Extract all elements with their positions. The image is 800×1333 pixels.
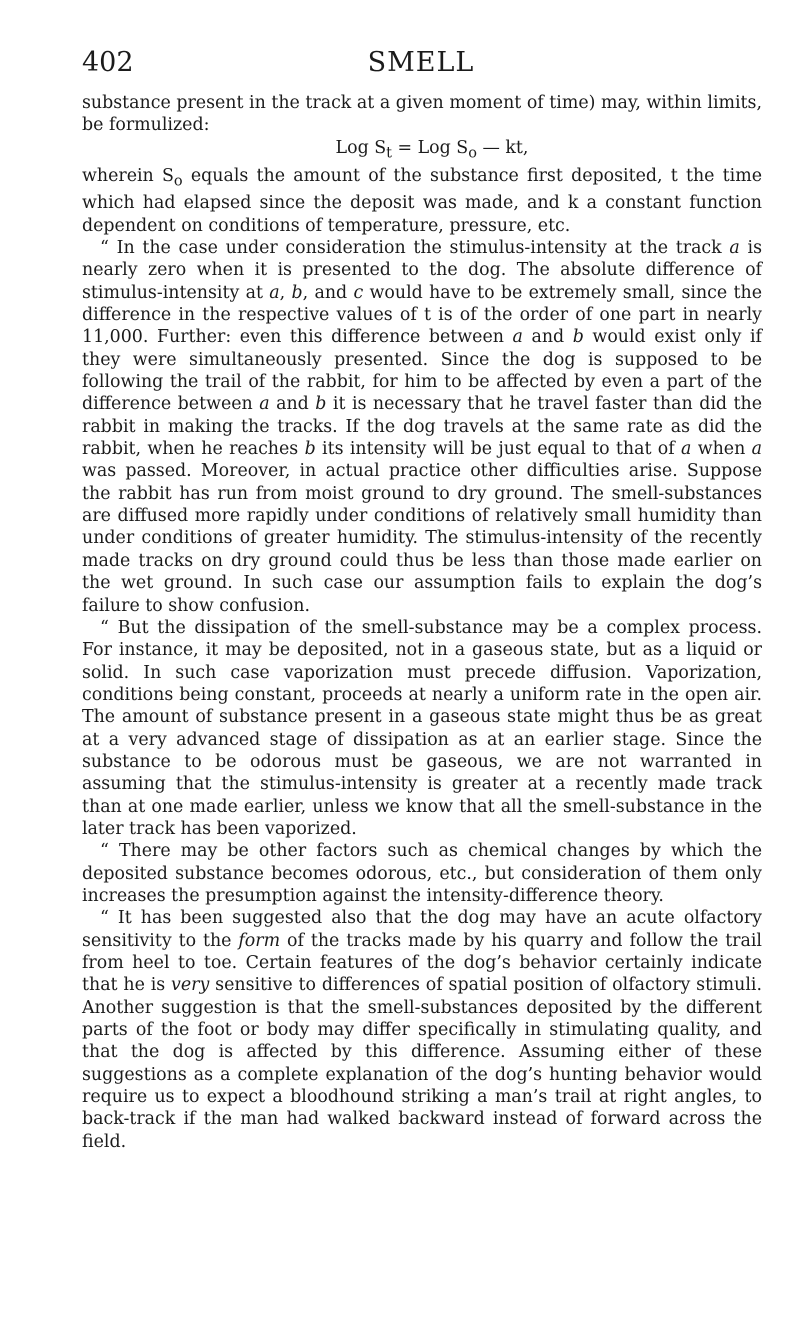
case-var: a [751, 439, 763, 460]
formula-rhs: — kt, [476, 137, 529, 158]
case-text: is nearly zero when it is presented to the dog. The absolute difference of stimulus-intensity at [82, 238, 762, 303]
formula-mid: = Log S [391, 137, 469, 158]
case-var: b [304, 439, 316, 460]
suggested-text: sensitive to differences of spatial position of olfactory stimuli. Another suggestion is that the smell-substances deposited by the different parts of the foot or body may differ specifically in stimulating quality, and that the dog is affected by this difference. Assuming either of these suggestions as a complete explanation of the dog’s hunting behavior would require us to expect a bloodhound striking a man’s trail at right angles, to back-track if the man had walked backward instead of forward across the field. [82, 975, 763, 1152]
case-var: b [572, 327, 584, 348]
case-var: a [269, 282, 280, 303]
case-text: and [522, 327, 573, 348]
paragraph-intro: substance present in the track at a given moment of time) may, within limits, be formulized: [82, 93, 762, 136]
page-number: 402 [82, 47, 134, 78]
running-header [82, 46, 760, 80]
formula-mid-subscript: o [468, 145, 477, 162]
case-var: c [353, 282, 364, 303]
case-text: , and [302, 282, 354, 303]
suggested-emphasis: very [171, 975, 210, 996]
case-text: , [279, 282, 292, 303]
case-text: and [269, 394, 316, 415]
case-text: would exist only if they were simultaneously presented. Since the dog is supposed to be following the trail of the rabbit, for him to be affected by even a part of the difference between [82, 327, 762, 415]
formula-lhs: Log S [335, 137, 387, 158]
case-var: a [681, 439, 692, 460]
paragraph-case [82, 237, 762, 617]
wherein-text-a: wherein S [82, 165, 174, 186]
wherein-text-b: equals the amount of the substance first deposited, t the time which had elapsed since the deposit was made, and k a constant function dependent on conditions of temperature, pressure, etc. [82, 165, 762, 236]
suggested-emphasis: form [238, 930, 281, 951]
formula [82, 137, 762, 165]
paragraph-suggested [82, 907, 762, 1153]
case-var: a [512, 327, 523, 348]
running-title: SMELL [367, 47, 475, 78]
case-var: a [259, 394, 270, 415]
case-text: would have to be extremely small, since the difference in the respective values of t is of the order of one part in nearly 11,000. Further: even this difference between [82, 282, 762, 348]
case-var: a [729, 238, 740, 258]
paragraph-wherein [82, 165, 762, 238]
suggested-text: “ It has been suggested also that the dog may have an acute olfactory sensitivity to the [82, 908, 762, 951]
case-text: when [691, 439, 752, 460]
case-text: its intensity will be just equal to that of [315, 439, 682, 460]
suggested-text: of the tracks made by his quarry and follow the trail from heel to toe. Certain features of the dog’s behavior certainly indicate that he is [82, 930, 762, 996]
case-var: b [315, 394, 327, 415]
paragraph-factors: “ There may be other factors such as chemical changes by which the deposited substance becomes odorous, etc., but consideration of them only increases the presumption against the intensity-difference theory. [82, 841, 762, 906]
wherein-subscript: o [173, 172, 183, 189]
case-var: b [291, 282, 303, 303]
case-text: was passed. Moreover, in actual practice other difficulties arise. Suppose the rabbit has run from moist ground to dry ground. The smell-substances are diffused more rapidly under conditions of relatively small humidity than under conditions of greater humidity. The stimulus-intensity of the recently made tracks on dry ground could thus be less than those made earlier on the wet ground. In such case our assumption fails to explain the dog’s failure to show confusion. [82, 461, 762, 616]
case-text: it is necessary that he travel faster than did the rabbit in making the tracks. If the dog travels at the same rate as did the rabbit, when he reaches [82, 394, 762, 460]
paragraph-dissipation: “ But the dissipation of the smell-substance may be a complex process. For instance, it may be deposited, not in a gaseous state, but as a liquid or solid. In such case vaporization must precede diffusion. Vaporization, conditions being constant, proceeds at nearly a uniform rate in the open air. The amount of substance present in a gaseous state might thus be as great at a very advanced stage of dissipation as at an earlier stage. Since the substance to be odorous must be gaseous, we are not warranted in assuming that the stimulus-intensity is greater at a recently made track than at one made earlier, unless we know that all the smell-substance in the later track has been vaporized. [82, 617, 762, 839]
body-text [82, 92, 762, 1153]
case-text: “ In the case under consideration the stimulus-intensity at the track [100, 238, 730, 258]
formula-lhs-subscript: t [386, 145, 392, 162]
